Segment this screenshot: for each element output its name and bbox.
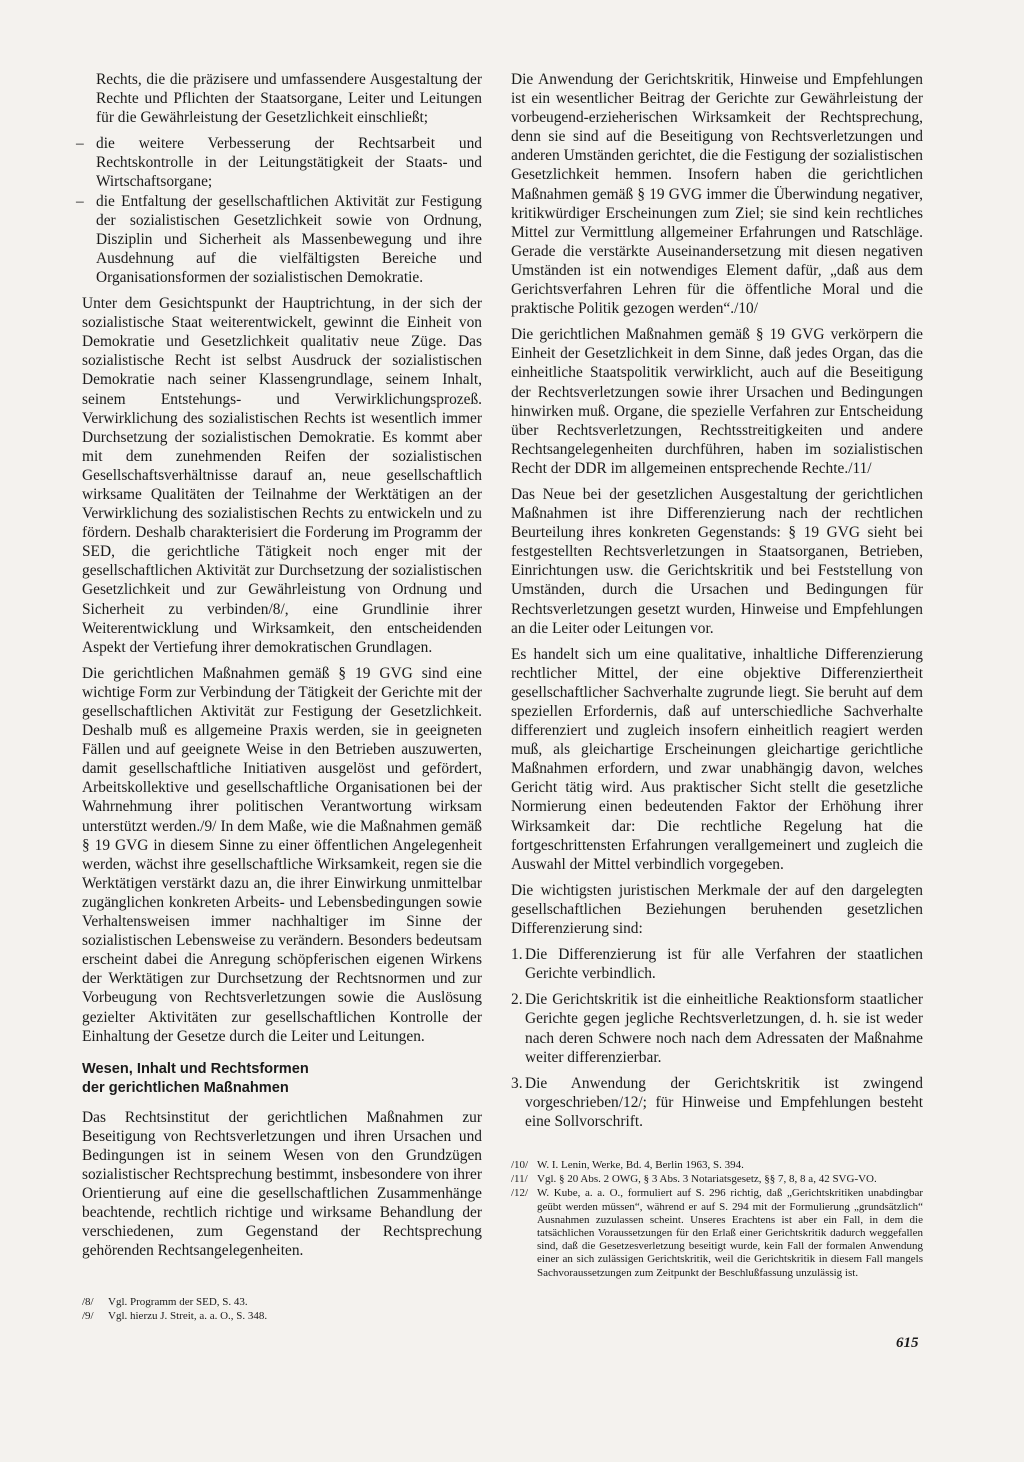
footnote: [82, 1310, 482, 1323]
footnote-text: Vgl. § 20 Abs. 2 OWG, § 3 Abs. 3 Notariatsgesetz, §§ 7, 8, 8 a, 42 SVG-VO.: [537, 1173, 877, 1186]
body-paragraph: Die Anwendung der Gerichtskritik, Hinweise und Empfehlungen ist ein wesentlicher Beitrag der Gerichte zur Gewährleistung der vorbeugend-erzieherischen Wirksamkeit der Rechtsprechung, denn sie sind auf die Beseitigung von Rechtsverletzungen und anderen Umständen gerichtet, die die Festigung der sozialistischen Gesetzlichkeit hemmen. Insofern haben die gerichtlichen Maßnahmen gemäß § 19 GVG immer die Überwindung negativer, kritikwürdiger Erscheinungen zum Ziel; sie sind kein rechtliches Mittel zur Vermittlung allgemeiner Erfahrungen und Ratschläge. Gerade die verstärkte Auseinandersetzung mit diesen negativen Umständen ist ein notwendiges Element dafür, „daß aus dem Gerichtsverfahren Lehren für die öffentliche Moral und die praktische Politik gezogen werden“./10/: [511, 71, 923, 318]
dash-marker: –: [76, 135, 84, 153]
body-paragraph: Die wichtigsten juristischen Merkmale der auf den dargelegten gesellschaftlichen Beziehungen beruhenden gesetzlichen Differenzierung sind:: [511, 881, 923, 938]
body-paragraph: Die gerichtlichen Maßnahmen gemäß § 19 GVG sind eine wichtige Form zur Verbindung der Tätigkeit der Gerichte mit der gesellschaftlichen Aktivität zur Festigung der Gesetzlichkeit. Deshalb muß es allgemeine Praxis werden, sie in geeigneten Fällen und auf geeignete Weise in den Betrieben auszuwerten, damit gesellschaftliche Initiativen ausgelöst und gefördert, Arbeitskollektive und gesellschaftliche Organisationen bei der Wahrnehmung ihrer politischen Verantwortung wirksam unterstützt werden./9/ In dem Maße, wie die Maßnahmen gemäß § 19 GVG in diesem Sinne zu einer öffentlichen Angelegenheit werden, wächst ihre gesellschaftliche Wirksamkeit, regen sie die Werktätigen verstärkt dazu an, die ihrer Einwirkung unmittelbar zugänglichen konkreten Arbeits- und Lebensbedingungen sowie Verhaltensweisen immer nachhaltiger im Sinne der sozialistischen Lebensweise zu verändern. Besonders bedeutsam erscheint dabei die Anregung schöpferischen eigenen Wirkens der Werktätigen zur Durchsetzung der Rechtsnormen und zur Vorbeugung von Rechtsverletzungen sowie die Auslösung gezielter Aktivitäten zur gesellschaftlichen Kontrolle der Einhaltung der Gesetze durch die Leiter und Leitungen.: [82, 664, 482, 1045]
section-heading: [82, 1060, 482, 1098]
footnote-text: Vgl. Programm der SED, S. 43.: [108, 1296, 248, 1308]
item-text: Die Gerichtskritik ist die einheitliche Reaktionsform staatlicher Gerichte gegen jegliche Rechtsverletzungen, d. h. sie ist weder nach deren Schwere noch nach dem Adressaten der Maßnahme weiter differenzierbar.: [525, 991, 923, 1066]
body-paragraph: Es handelt sich um eine qualitative, inhaltliche Differenzierung rechtlicher Mittel, der eine objektive Differenziertheit gesellschaftlicher Sachverhalte zugrunde liegt. Sie beruht auf dem speziellen Erfordernis, daß auf unterschiedliche Sachverhalte differenziert und zugleich insofern einheitlich reagiert werden muß, als gleichartige Erscheinungen gleichartige gerichtliche Maßnahmen erfordern, und zwar unabhängig davon, welches Gericht tätig wird. Aus praktischer Sicht stellt die gesetzliche Normierung einen bedeutenden Faktor der Erhöhung ihrer Wirksamkeit dar: Die rechtliche Regelung hat die fortgeschrittensten Erfahrungen verallgemeinert und zugleich die Auswahl der Mittel verbindlich vorgegeben.: [511, 645, 923, 873]
footnote: [82, 1296, 482, 1309]
numbered-item: [511, 990, 923, 1066]
dash-list-item: [76, 134, 482, 191]
dash-item-text: die Entfaltung der gesellschaftlichen Aktivität zur Festigung der sozialistischen Gesetzlichkeit sowie von Ordnung, Disziplin und Sicherheit als Massenbewegung und ihre Ausdehnung auf die vielfältigsten Bereiche und Organisationsformen der sozialistischen Demokratie.: [96, 192, 482, 286]
continued-paragraph: Rechts, die die präzisere und umfassendere Ausgestaltung der Rechte und Pflichten der Staatsorgane, Leiter und Leitungen für die Gewährleistung der Gesetzlichkeit einschließt;: [96, 71, 482, 127]
page-number: 615: [896, 1335, 919, 1351]
footnotes-right: [511, 1159, 923, 1281]
item-number: 3.: [511, 1074, 523, 1092]
numbered-item: [511, 945, 923, 983]
footnote-text: W. Kube, a. a. O., formuliert auf S. 296 richtig, daß „Gerichtskritiken unabdingbar geübt werden müssen“, während er auf S. 294 mit der Formulierung „grundsätzlich“ Ausnahmen zuzulassen scheint. Unseres Erachtens ist aber ein Fall, in dem die tatsächlichen Voraussetzungen für den Erlaß einer Gerichtskritik dadurch weggefallen sind, daß die Gesetzesverletzung beseitigt wurde, kein Fall der formalen Anwendung einer an sich zulässigen Gerichtskritik, weil die Gerichtskritik in diesem Fall mangels Sachvoraussetzungen zum Zeitpunkt der Beschlußfassung unzulässig ist.: [537, 1187, 923, 1279]
section-heading-line: der gerichtlichen Maßnahmen: [82, 1079, 289, 1096]
item-text: Die Differenzierung ist für alle Verfahren der staatlichen Gerichte verbindlich.: [525, 946, 923, 983]
body-paragraph: Das Neue bei der gesetzlichen Ausgestaltung der gerichtlichen Maßnahmen ist ihre Differenzierung nach der rechtlichen Beurteilung ihres konkreten Gegenstands: § 19 GVG sieht bei festgestellten Rechtsverletzungen in Staatsorganen, Betrieben, Einrichtungen usw. die Gerichtskritik und bei Feststellung von Umständen, durch die Ursachen und Bedingungen für Rechtsverletzungen gesetzt wurden, Hinweise und Empfehlungen an die Leiter oder Leitungen vor.: [511, 485, 923, 637]
dash-item-text: die weitere Verbesserung der Rechtsarbeit und Rechtskontrolle in der Leitungstätigkeit der Staats- und Wirtschaftsorgane;: [96, 135, 482, 191]
footnote: [511, 1159, 923, 1172]
body-paragraph: Das Rechtsinstitut der gerichtlichen Maßnahmen zur Beseitigung von Rechtsverletzungen und ihren Ursachen und Bedingungen ist in seinem Wesen von den Grundzügen sozialistischer Rechtsprechung bestimmt, insbesondere von ihrer Orientierung auf eine die gesellschaftlichen Zusammenhänge beachtende, rechtlich richtige und wirksame Behandlung der verschiedenen, zum Gegenstand der Rechtsprechung gehörenden Rechtsangelegenheiten.: [82, 1108, 482, 1260]
footnotes-left: [82, 1296, 482, 1324]
footnote: [511, 1187, 923, 1279]
footnote-mark: /8/: [82, 1296, 94, 1308]
item-number: 2.: [511, 991, 523, 1009]
footnote-text: W. I. Lenin, Werke, Bd. 4, Berlin 1963, S. 394.: [537, 1159, 744, 1171]
body-paragraph: Unter dem Gesichtspunkt der Hauptrichtung, in der sich der sozialistische Staat weiterentwickelt, gewinnt die Einheit von Demokratie und Gesetzlichkeit qualitativ neue Züge. Das sozialistische Recht ist selbst Ausdruck der sozialistischen Demokratie nach seiner Klassengrundlage, seinem Inhalt, seinem Entstehungs- und Verwirklichungsprozeß. Verwirklichung des sozialistischen Rechts ist wesentlich immer Durchsetzung der sozialistischen Demokratie. Es kommt aber mit dem zunehmenden Reifen der sozialistischen Gesellschaftsverhältnisse darauf an, neue gesellschaftlich wirksame Qualitäten der Teilnahme der Werktätigen an der Verwirklichung des sozialistischen Rechts zu entwickeln und zu fördern. Deshalb charakterisiert die Forderung im Programm der SED, die gerichtliche Tätigkeit noch enger mit der gesellschaftlichen Aktivität zur Durchsetzung der sozialistischen Gesetzlichkeit und zur Gewährleistung von Ordnung und Sicherheit zu verbinden/8/, eine Grundlinie ihrer Weiterentwicklung und Wirksamkeit, den entscheidenden Aspekt der Vertiefung ihrer demokratischen Grundlagen.: [82, 295, 482, 656]
footnote-mark: /11/: [511, 1173, 528, 1186]
item-number: 1.: [511, 946, 523, 964]
numbered-item: [511, 1074, 923, 1131]
dash-marker: –: [76, 192, 84, 210]
footnote-mark: /12/: [511, 1187, 529, 1200]
dash-list-item: [76, 192, 482, 287]
footnote-text: Vgl. hierzu J. Streit, a. a. O., S. 348.: [108, 1310, 268, 1323]
right-column: [511, 70, 923, 1138]
left-column: [76, 70, 482, 1267]
footnote-mark: /10/: [511, 1159, 529, 1171]
item-text: Die Anwendung der Gerichtskritik ist zwingend vorgeschrieben/12/; für Hinweise und Empfehlungen besteht eine Sollvorschrift.: [525, 1074, 923, 1130]
footnote-mark: /9/: [82, 1310, 94, 1323]
footnote: [511, 1173, 923, 1186]
body-paragraph: Die gerichtlichen Maßnahmen gemäß § 19 GVG verkörpern die Einheit der Gesetzlichkeit in dem Sinne, daß jedes Organ, das die einheitliche Staatspolitik verwirklicht, auch auf die Beseitigung der Rechtsverletzungen sowie ihrer Ursachen und Bedingungen hinwirken muß. Organe, die spezielle Verfahren zur Entscheidung über Rechtsverletzungen, Rechtsstreitigkeiten und andere Rechtsangelegenheiten durchführen, haben im sozialistischen Recht der DDR im allgemeinen entsprechende Rechte./11/: [511, 326, 923, 477]
section-heading-line: Wesen, Inhalt und Rechtsformen: [82, 1060, 309, 1077]
